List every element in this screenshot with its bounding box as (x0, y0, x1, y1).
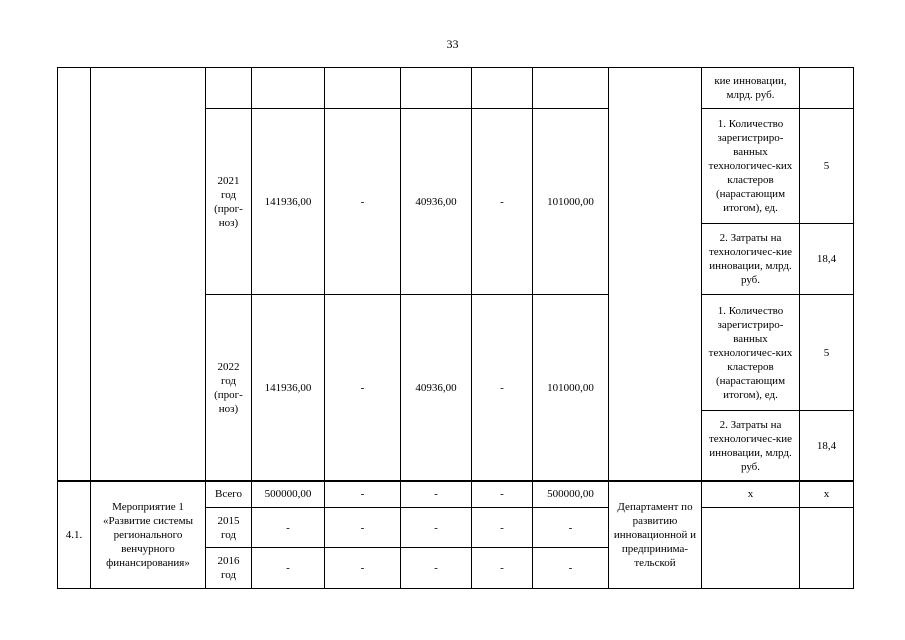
total-cell: - (252, 508, 325, 548)
amount-cell (401, 68, 472, 109)
table-row (58, 68, 854, 109)
amount-cell: - (325, 548, 401, 589)
total-cell: - (252, 548, 325, 589)
amount-cell: 40936,00 (401, 295, 472, 482)
indicator-cell: х (702, 481, 800, 508)
executor-cell: Департамент по развитию инновационной и предпринима-тельской (609, 481, 702, 589)
amount-cell: - (401, 548, 472, 589)
amount-cell (472, 68, 533, 109)
amount-cell: - (472, 295, 533, 482)
year-cell: Всего (206, 481, 252, 508)
indicator-value: 18,4 (800, 411, 854, 482)
year-cell: 2022 год (прог-ноз) (206, 295, 252, 482)
amount-cell: - (472, 508, 533, 548)
number-cell (58, 68, 91, 482)
indicator-cell (702, 508, 800, 589)
indicator-cell: 2. Затраты на технологичес-кие инновации, млрд. руб. (702, 224, 800, 295)
amount-cell: - (325, 508, 401, 548)
indicator-value: 5 (800, 109, 854, 224)
amount-cell: 500000,00 (533, 481, 609, 508)
table-row (58, 481, 854, 508)
amount-cell: - (325, 109, 401, 295)
total-cell: 500000,00 (252, 481, 325, 508)
measure-table (57, 480, 854, 589)
amount-cell: - (325, 295, 401, 482)
amount-cell: - (472, 481, 533, 508)
page-number: 33 (446, 37, 459, 51)
amount-cell: - (533, 508, 609, 548)
name-cell (91, 68, 206, 482)
amount-cell: - (533, 548, 609, 589)
total-cell: 141936,00 (252, 295, 325, 482)
year-cell: 2021 год (прог-ноз) (206, 109, 252, 295)
amount-cell: 101000,00 (533, 109, 609, 295)
indicator-cell: 2. Затраты на технологичес-кие инновации, млрд. руб. (702, 411, 800, 482)
indicator-value: 18,4 (800, 224, 854, 295)
amount-cell: - (472, 548, 533, 589)
measure-number: 4.1. (58, 481, 91, 589)
indicator-value: 5 (800, 295, 854, 411)
indicator-value: х (800, 481, 854, 508)
amount-cell (533, 68, 609, 109)
indicator-cell: 1. Количество зарегистриро-ванных технологичес-ких кластеров (нарастающим итогом), ед. (702, 295, 800, 411)
indicator-value (800, 508, 854, 589)
measure-name: Мероприятие 1 «Развитие системы регионального венчурного финансирования» (91, 481, 206, 589)
amount-cell: - (472, 109, 533, 295)
year-cell: 2016 год (206, 548, 252, 589)
total-cell: 141936,00 (252, 109, 325, 295)
year-cell: 2015 год (206, 508, 252, 548)
amount-cell: - (401, 508, 472, 548)
indicator-value (800, 68, 854, 109)
amount-cell: - (325, 481, 401, 508)
amount-cell (325, 68, 401, 109)
amount-cell: 101000,00 (533, 295, 609, 482)
amount-cell: 40936,00 (401, 109, 472, 295)
indicator-cell: 1. Количество зарегистриро-ванных технологичес-ких кластеров (нарастающим итогом), ед. (702, 109, 800, 224)
amount-cell: - (401, 481, 472, 508)
year-cell (206, 68, 252, 109)
executor-cell (609, 68, 702, 482)
program-table (57, 67, 854, 482)
indicator-cell: кие инновации, млрд. руб. (702, 68, 800, 109)
total-cell (252, 68, 325, 109)
